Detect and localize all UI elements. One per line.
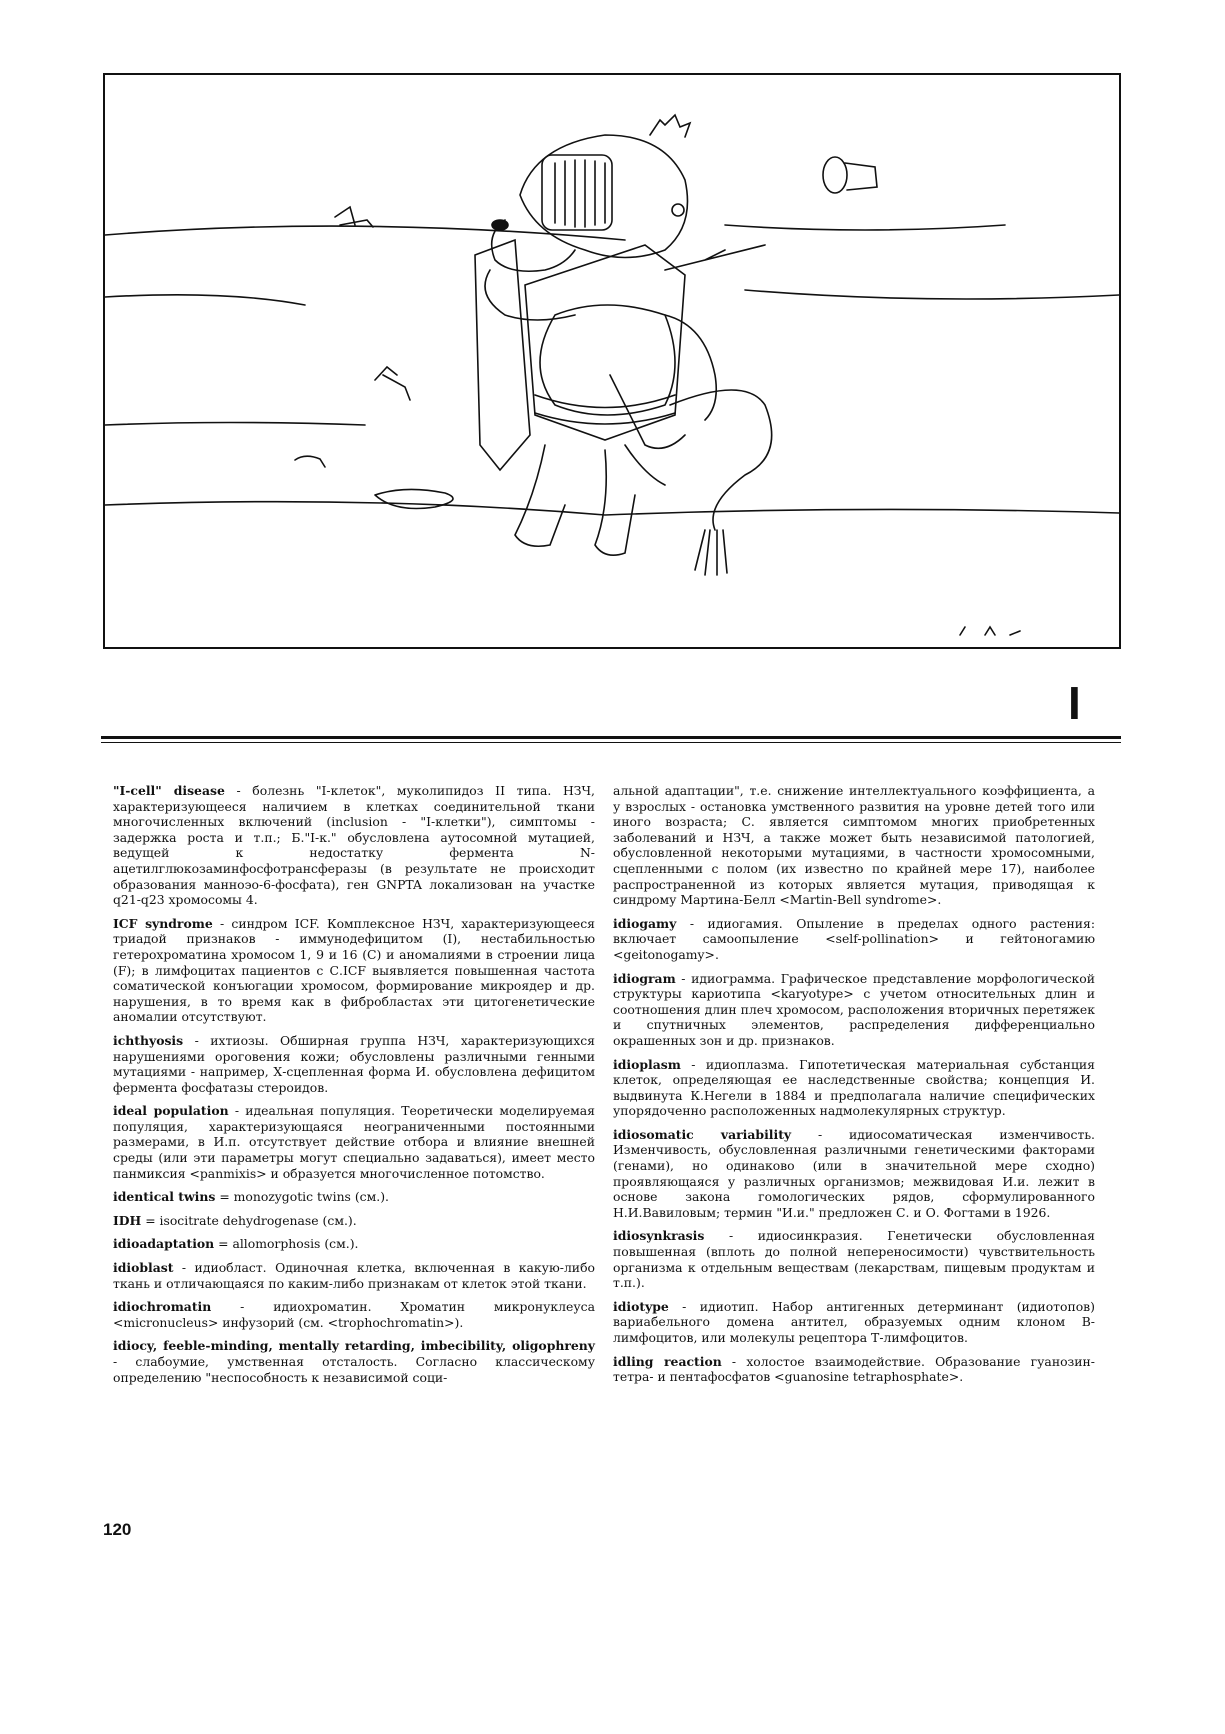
dictionary-entry: identical twins = monozygotic twins (см.). bbox=[113, 1189, 389, 1205]
page-number: 120 bbox=[103, 1520, 132, 1539]
section-letter: I bbox=[1068, 677, 1081, 729]
header-rule bbox=[101, 736, 1121, 739]
dictionary-entry: ICF syndrome - синдром ICF. Комплексное НЗЧ, характеризующееся триадой признаков - иммунодефицитом (I), нестабильностью гетерохроматина хромосом 1, 9 и 16 (C) и аномалиями в строении лица (F); в лимфоцитах пациентов с С.ICF выявляется повышенная частота соматической конъюгации хромосом, формирование микроядер и др. нарушения, в то время как в фибробластах эти цитогенетические аномалии отсутствуют. bbox=[113, 915, 595, 1025]
dictionary-entry: "I-cell" disease - болезнь "I-клеток", муколипидоз II типа. НЗЧ, характеризующееся наличием в клетках соединительной ткани многочисленных включений (inclusion - "I-клетки"), симптомы - задержка роста и т.п.; Б."I-к." обусловлена аутосомной мутацией, ведущей к недостатку фермента N-ацетилглюкозаминфосфотрансферазы (в результате не происходит образования манноэо-6-фосфата), ген GNPTA локализован на участке q21-q23 хромосомы 4. bbox=[113, 783, 595, 908]
dictionary-entry: idiocy, feeble-minding, mentally retarding, imbecibility, oligophreny - слабоумие, умственная отсталость. Согласно классическому определению "неспособность к независимой соци- bbox=[113, 1338, 595, 1385]
dictionary-entry: idiogamy - идиогамия. Опыление в пределах одного растения: включает самоопыление <self-pollination> и гейтоногамию <geitonogamy>. bbox=[613, 915, 1095, 962]
dictionary-entry: idiosynkrasis - идиосинкразия. Генетически обусловленная повышенная (вплоть до полной непереносимости) чувствительность организма к отдельным веществам (лекарствам, пищевым продуктам и т.п.). bbox=[613, 1228, 1095, 1291]
illustration bbox=[103, 73, 1121, 649]
dictionary-entry: альной адаптации", т.е. снижение интеллектуального коэффициента, а у взрослых - остановка умственного развития на уровне детей того или иного возраста; С. является симптомом многих приобретенных заболеваний и НЗЧ, а также может быть независимой патологией, обусловленной некоторыми мутациями, в частности хромосомными, сцепленными с полом (их известно по крайней мере 17), наиболее распространенной из которых является мутация, приводящая к синдрому Мартина-Белл <Martin-Bell syndrome>. bbox=[613, 783, 1095, 908]
dictionary-entry: idioplasm - идиоплазма. Гипотетическая материальная субстанция клеток, определяющая ее наследственные свойства; концепция И. выдвинута К.Негели в 1884 и предполагала наличие специфических упорядоченно расположенных надмолекулярных структур. bbox=[613, 1056, 1095, 1119]
dictionary-entry: idiotype - идиотип. Набор антигенных детерминант (идиотопов) вариабельного домена антител, образуемых одним клоном В-лимфоцитов, или молекулы рецептора Т-лимфоцитов. bbox=[613, 1298, 1095, 1345]
dictionary-entry: ideal population - идеальная популяция. Теоретически моделируемая популяция, характеризующаяся неограниченными постоянными размерами, в И.п. отсутствует действие отбора и влияние внешней среды (или эти параметры могут специально задаваться), имеет место панмиксия <panmixis> и образуется многочисленное потомство. bbox=[113, 1103, 595, 1181]
dictionary-entry: IDH = isocitrate dehydrogenase (см.). bbox=[113, 1212, 357, 1228]
knight-lion-drawing bbox=[105, 75, 1119, 647]
dictionary-entry: idioblast - идиобласт. Одиночная клетка, включенная в какую-либо ткань и отличающаяся по каким-либо признакам от клеток этой ткани. bbox=[113, 1260, 595, 1291]
dictionary-entry: idiochromatin - идиохроматин. Хроматин микронуклеуса <micronucleus> инфузорий (см. <trophochromatin>). bbox=[113, 1299, 595, 1330]
right-column bbox=[613, 783, 1095, 1393]
header-rule-thin bbox=[101, 742, 1121, 743]
left-column bbox=[113, 783, 595, 1393]
dictionary-entry: idling reaction - холостое взаимодействие. Образование гуанозин-тетра- и пентафосфатов <guanosine tetraphosphate>. bbox=[613, 1353, 1095, 1385]
dictionary-entry: idiosomatic variability - идиосоматическая изменчивость. Изменчивость, обусловленная различными генетическими факторами (генами), но одинаково (или в значительной мере сходно) проявляющаяся у различных организмов; межвидовая И.и. лежит в основе закона гомологических рядов, сформулированного Н.И.Вавиловым; термин "И.и." предложен С. и О. Фогтами в 1926. bbox=[613, 1126, 1095, 1220]
dictionary-entry: idioadaptation = allomorphosis (см.). bbox=[113, 1236, 359, 1252]
dictionary-entry: idiogram - идиограмма. Графическое представление морфологической структуры кариотипа <karyotype> с учетом относительных длин и соотношения длин плеч хромосом, расположения вторичных перетяжек и спутничных элементов, распределения дифференциально окрашенных зон и др. признаков. bbox=[613, 970, 1095, 1048]
dictionary-entry: ichthyosis - ихтиозы. Обширная группа НЗЧ, характеризующихся нарушениями ороговения кожи; обусловлены различными генными мутациями - например, Х-сцепленная форма И. обусловлена дефицитом фермента фосфатазы стероидов. bbox=[113, 1032, 595, 1095]
